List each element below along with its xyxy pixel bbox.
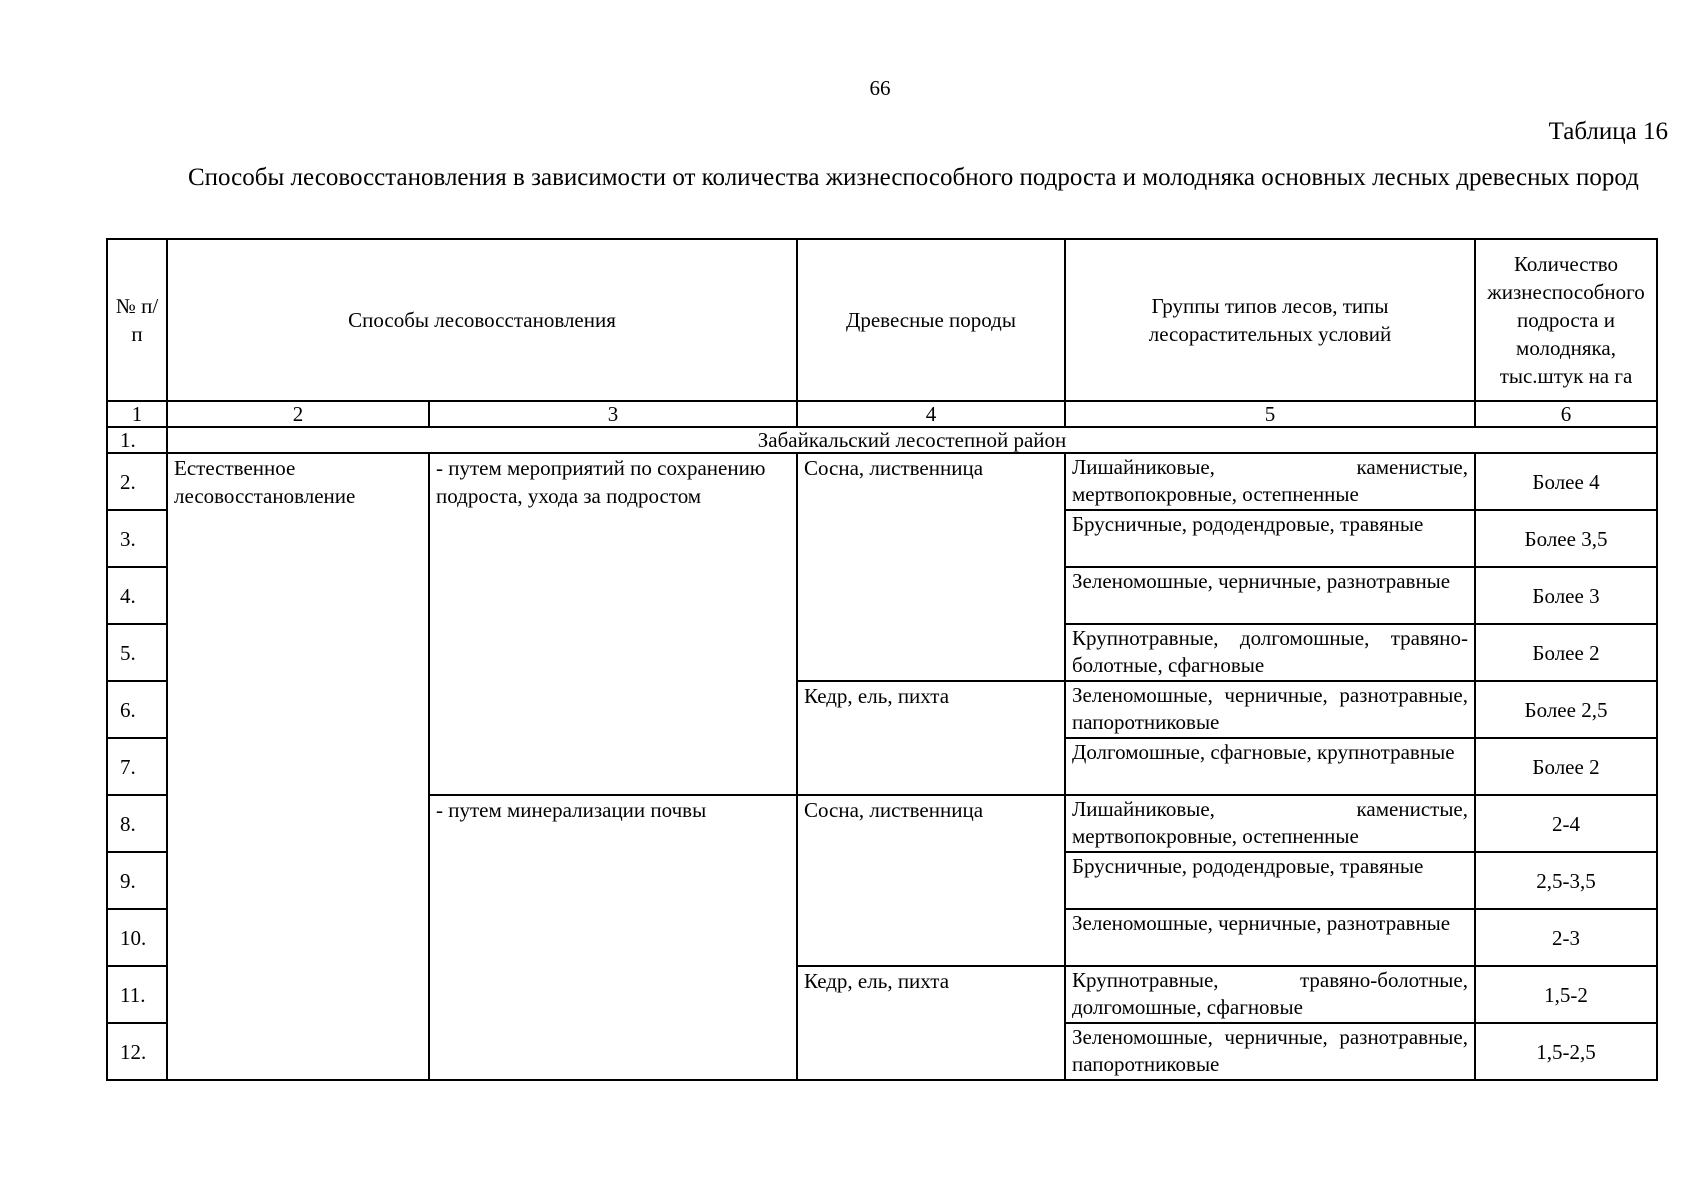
quantity-value: Более 2,5 bbox=[1475, 681, 1657, 738]
row-number: 4. bbox=[107, 567, 167, 624]
quantity-value: Более 4 bbox=[1475, 453, 1657, 510]
column-number: 3 bbox=[429, 401, 797, 427]
row-number: 5. bbox=[107, 624, 167, 681]
quantity-value: Более 3,5 bbox=[1475, 510, 1657, 567]
species-group: Кедр, ель, пихта bbox=[797, 966, 1065, 1080]
column-number: 5 bbox=[1065, 401, 1475, 427]
forest-conditions: Брусничные, рододендровые, травяные bbox=[1065, 852, 1475, 909]
row-number: 6. bbox=[107, 681, 167, 738]
column-number: 6 bbox=[1475, 401, 1657, 427]
header-species: Древесные породы bbox=[797, 239, 1065, 401]
page-number: 66 bbox=[869, 76, 891, 100]
quantity-value: 2,5-3,5 bbox=[1475, 852, 1657, 909]
table-row bbox=[107, 453, 1657, 510]
forest-conditions: Долгомошные, сфагновые, крупнотравные bbox=[1065, 738, 1475, 795]
row-number: 1. bbox=[107, 427, 167, 453]
quantity-value: Более 2 bbox=[1475, 738, 1657, 795]
document-title: Способы лесовосстановления в зависимости от количества жизнеспособного подроста и молодняка основных лесных древесных пород bbox=[188, 164, 1639, 191]
forest-conditions: Лишайниковые, каменистые, мертвопокровные, остепненные bbox=[1065, 453, 1475, 510]
species-group: Сосна, лиственница bbox=[797, 795, 1065, 966]
forest-conditions: Лишайниковые, каменистые, мертвопокровные, остепненные bbox=[1065, 795, 1475, 852]
row-number: 3. bbox=[107, 510, 167, 567]
header-methods: Способы лесовосстановления bbox=[167, 239, 797, 401]
submethod-preservation: - путем мероприятий по сохранению подроста, ухода за подростом bbox=[429, 453, 797, 795]
quantity-value: Более 3 bbox=[1475, 567, 1657, 624]
forest-conditions: Зеленомошные, черничные, разнотравные bbox=[1065, 567, 1475, 624]
quantity-value: 2-3 bbox=[1475, 909, 1657, 966]
quantity-value: 1,5-2 bbox=[1475, 966, 1657, 1023]
column-number: 1 bbox=[107, 401, 167, 427]
reforestation-table bbox=[106, 238, 1658, 1081]
forest-conditions: Зеленомошные, черничные, разнотравные bbox=[1065, 909, 1475, 966]
region-name: Забайкальский лесостепной район bbox=[167, 427, 1657, 453]
species-group: Кедр, ель, пихта bbox=[797, 681, 1065, 795]
forest-conditions: Крупнотравные, долгомошные, травяно-болотные, сфагновые bbox=[1065, 624, 1475, 681]
method-main: Естественное лесовосстановление bbox=[167, 453, 429, 1080]
region-row bbox=[107, 427, 1657, 453]
column-number: 2 bbox=[167, 401, 429, 427]
row-number: 12. bbox=[107, 1023, 167, 1080]
header-forest-types: Группы типов лесов, типы лесорастительных условий bbox=[1065, 239, 1475, 401]
forest-conditions: Зеленомошные, черничные, разнотравные, папоротниковые bbox=[1065, 681, 1475, 738]
forest-conditions: Крупнотравные, травяно-болотные, долгомошные, сфагновые bbox=[1065, 966, 1475, 1023]
row-number: 2. bbox=[107, 453, 167, 510]
row-number: 10. bbox=[107, 909, 167, 966]
forest-conditions: Зеленомошные, черничные, разнотравные, папоротниковые bbox=[1065, 1023, 1475, 1080]
forest-conditions: Брусничные, рододендровые, травяные bbox=[1065, 510, 1475, 567]
table-label: Таблица 16 bbox=[1548, 118, 1668, 145]
row-number: 7. bbox=[107, 738, 167, 795]
quantity-value: 1,5-2,5 bbox=[1475, 1023, 1657, 1080]
quantity-value: Более 2 bbox=[1475, 624, 1657, 681]
row-number: 11. bbox=[107, 966, 167, 1023]
header-num: № п/п bbox=[107, 239, 167, 401]
column-numbers-row bbox=[107, 401, 1657, 427]
header-quantity: Количество жизнеспособного подроста и молодняка, тыс.штук на га bbox=[1475, 239, 1657, 401]
table-header-row bbox=[107, 239, 1657, 401]
species-group: Сосна, лиственница bbox=[797, 453, 1065, 681]
quantity-value: 2-4 bbox=[1475, 795, 1657, 852]
row-number: 9. bbox=[107, 852, 167, 909]
column-number: 4 bbox=[797, 401, 1065, 427]
row-number: 8. bbox=[107, 795, 167, 852]
submethod-mineralization: - путем минерализации почвы bbox=[429, 795, 797, 1080]
